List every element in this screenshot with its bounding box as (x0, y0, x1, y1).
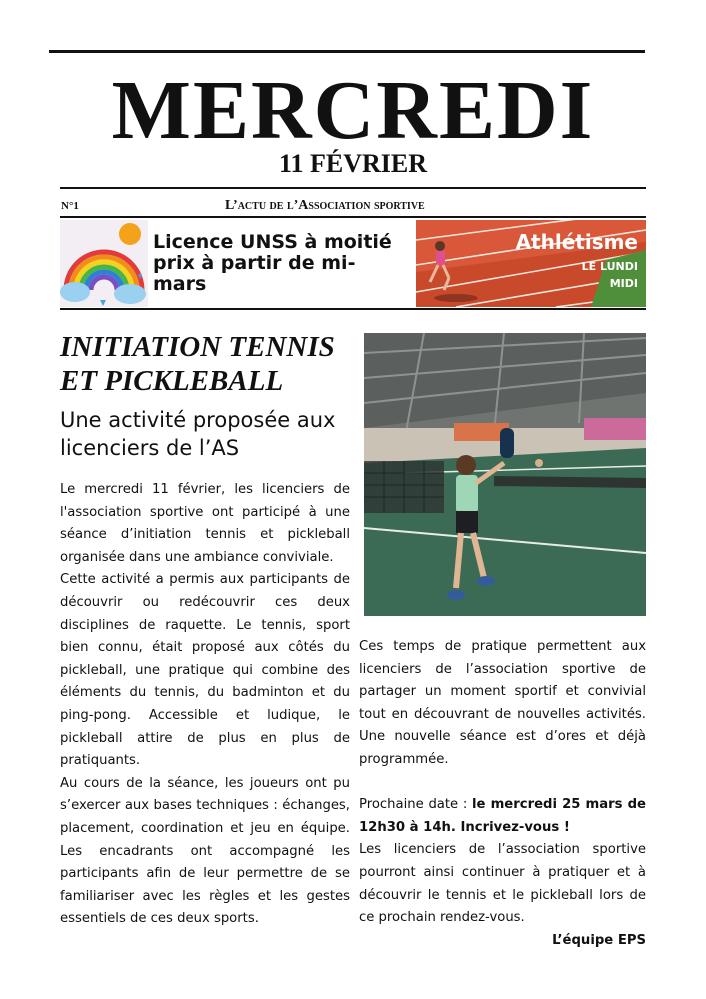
tagline-rule (60, 216, 646, 218)
date-rule (60, 187, 646, 189)
banner-sport: Athlétisme (515, 230, 638, 254)
masthead-title: MERCREDI (111, 64, 595, 157)
masthead-date: 11 FÉVRIER (278, 149, 428, 178)
rainbow-illustration (60, 220, 148, 307)
paragraph: Cette activité a permis aux participants de découvrir ou redécouvrir ces deux disciplines de raquette. Le tennis, sport bien connu, était proposé aux côtés du pickleball, une pratique qui combine des éléments du tennis, du badminton et du ping-pong. Accessible et ludique, le pickleball attire de plus en plus de pratiquants. (60, 572, 350, 769)
banner (60, 220, 646, 307)
paragraph: Ces temps de pratique permettent aux licenciers de l’association sportive de partager un moment sportif et convivial tout en découvrant de nouvelles activités. Une nouvelle séance est d’ores et déjà programmée. (359, 639, 646, 767)
banner-headline: Licence UNSS à moitié prix à partir de mi-mars (153, 231, 392, 295)
article-right-column (359, 636, 646, 952)
paragraph: Les licenciers de l’association sportive pourront ainsi continuer à pratiquer et à découvrir le tennis et le pickleball lors de ce prochain rendez-vous. (359, 842, 646, 926)
signature: L’équipe EPS (552, 932, 646, 948)
tennis-photo (364, 333, 646, 616)
paragraph: Le mercredi 11 février, les licenciers de l'association sportive ont participé à une séance d’initiation tennis et pickleball organisée dans une ambiance conviviale. (60, 482, 350, 565)
banner-schedule-2: MIDI (609, 277, 638, 290)
banner-schedule-1: LE LUNDI (581, 260, 638, 273)
issue-number: N°1 (61, 200, 79, 212)
banner-rule (60, 308, 646, 310)
next-date-label: Prochaine date : (359, 797, 468, 813)
paragraph: Au cours de la séance, les joueurs ont pu s’exercer aux bases techniques : échanges, placement, coordination et jeu en équipe. Les encadrants ont accompagné les participants afin de leur permettre de se familiariser avec les règles et les gestes essentiels de ces deux sports. (60, 775, 350, 927)
article-left-column (60, 479, 350, 931)
article-title: INITIATION TENNIS ET PICKLEBALL (60, 331, 335, 397)
tagline: L’actu de l’Association sportive (225, 198, 425, 213)
next-date (359, 794, 646, 839)
article-subtitle: Une activité proposée aux licenciers de l’AS (60, 408, 336, 460)
top-rule (49, 50, 645, 53)
next-date-value: le mercredi 25 mars de 12h30 à 14h. Incrivez-vous ! (359, 797, 646, 835)
